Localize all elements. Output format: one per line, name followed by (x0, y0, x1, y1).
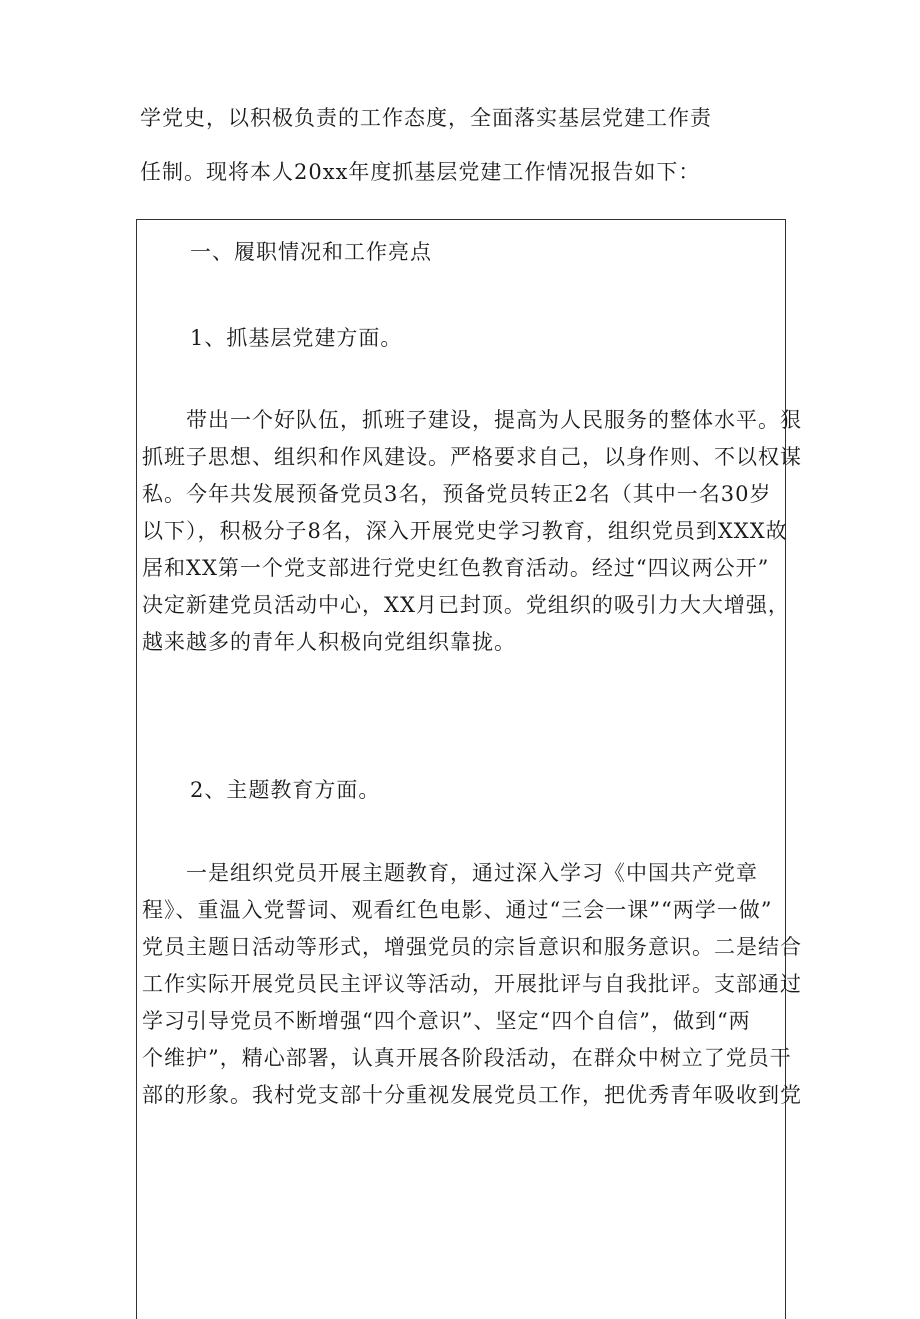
intro-line-2: 任制。现将本人20xx年度抓基层党建工作情况报告如下： (140, 160, 701, 184)
paragraph-line: 学习引导党员不断增强“四个意识”、坚定“四个自信”，做到“两 (142, 1009, 751, 1033)
subsection-2-body (142, 855, 802, 1114)
paragraph-line: 程》、重温入党誓词、观看红色电影、通过“三会一课”“两学一做” (142, 898, 773, 922)
paragraph-line: 党员主题日活动等形式，增强党员的宗旨意识和服务意识。二是结合 (142, 935, 802, 959)
subsection-2-title: 2、主题教育方面。 (190, 778, 381, 802)
paragraph-line: 一是组织党员开展主题教育，通过深入学习《中国共产党章 (142, 861, 758, 885)
bordered-table-cell (136, 219, 802, 1319)
paragraph-line: 居和XX第一个党支部进行党史红色教育活动。经过“四议两公开” (142, 556, 770, 580)
paragraph-line: 抓班子思想、组织和作风建设。严格要求自己，以身作则、不以权谋 (142, 445, 802, 469)
paragraph-line: 私。今年共发展预备党员3名，预备党员转正2名（其中一名30岁 (142, 482, 772, 506)
subsection-1-body (142, 402, 802, 661)
section-title: 一、履职情况和工作亮点 (190, 240, 432, 264)
paragraph-line: 部的形象。我村党支部十分重视发展党员工作，把优秀青年吸收到党 (142, 1083, 802, 1107)
paragraph-line: 个维护”，精心部署，认真开展各阶段活动，在群众中树立了党员干 (142, 1046, 792, 1070)
paragraph-line: 工作实际开展党员民主评议等活动，开展批评与自我批评。支部通过 (142, 972, 802, 996)
paragraph-line: 越来越多的青年人积极向党组织靠拢。 (142, 630, 516, 654)
subsection-1-title: 1、抓基层党建方面。 (190, 326, 403, 350)
paragraph-line: 以下），积极分子8名，深入开展党史学习教育，组织党员到XXX故 (142, 519, 788, 543)
paragraph-line: 带出一个好队伍，抓班子建设，提高为人民服务的整体水平。狠 (142, 408, 802, 432)
intro-line-1: 学党史，以积极负责的工作态度，全面落实基层党建工作责 (140, 106, 712, 130)
paragraph-line: 决定新建党员活动中心，XX月已封顶。党组织的吸引力大大增强， (142, 593, 790, 617)
